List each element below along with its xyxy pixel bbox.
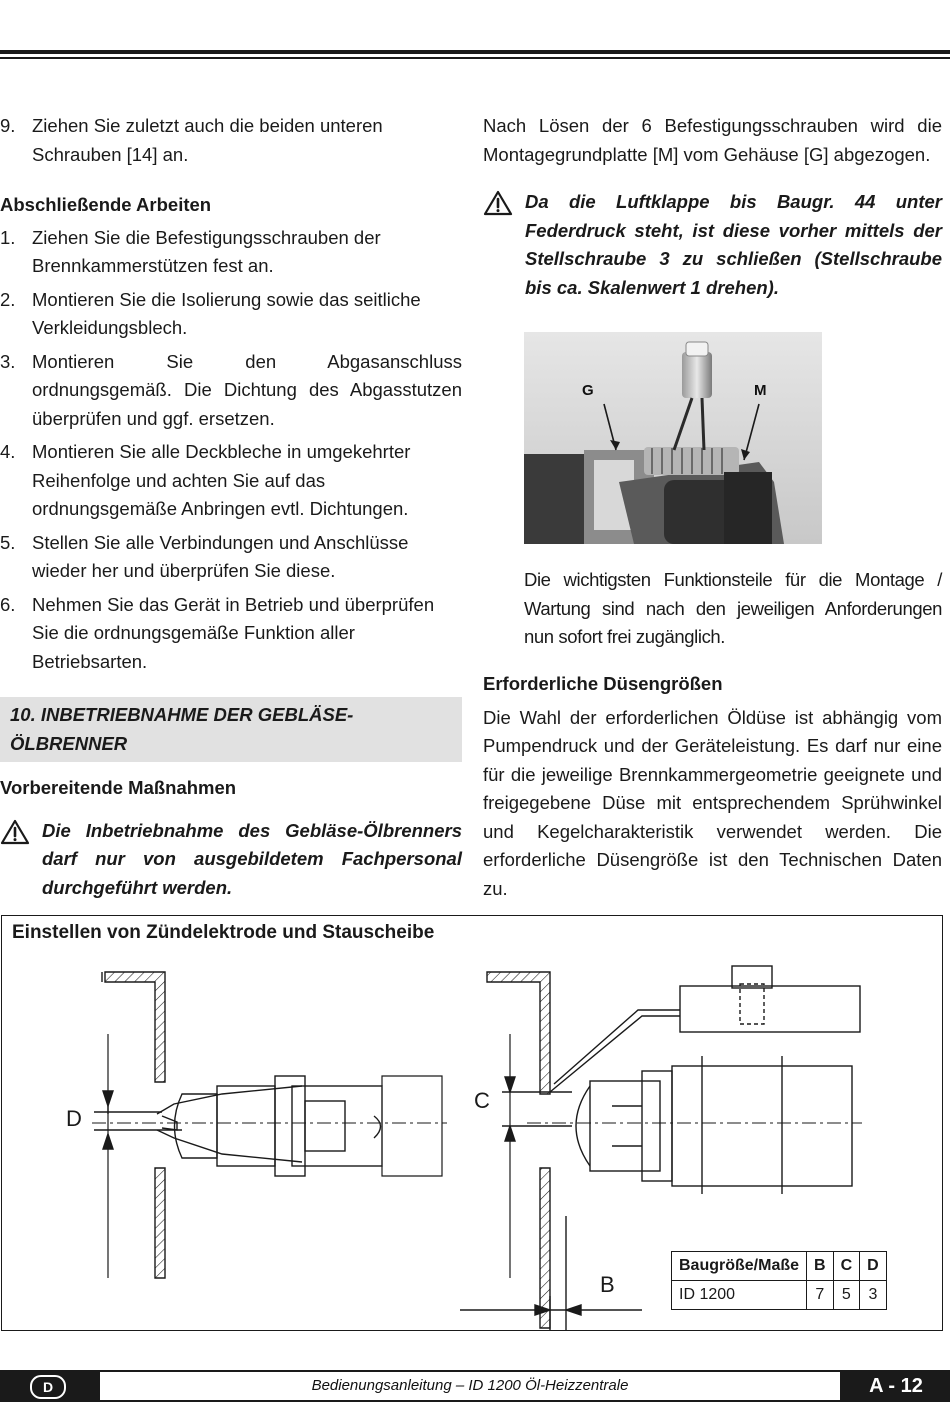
step-list-continued bbox=[0, 112, 462, 169]
warning-note: Die Inbetriebnahme des Gebläse-Ölbrenners darf nur von ausgebildetem Fachpersonal durchgeführt werden. bbox=[0, 817, 462, 903]
list-item: 5. Stellen Sie alle Verbindungen und Anschlüsse wieder her und überprüfen Sie diese. bbox=[0, 531, 409, 581]
page-number: A - 12 bbox=[869, 1375, 923, 1397]
final-work-heading: Abschließende Arbeiten bbox=[0, 194, 212, 215]
table-cell: 3 bbox=[860, 1281, 887, 1310]
right-column bbox=[483, 112, 942, 302]
dimension-label-c: C bbox=[474, 1088, 490, 1113]
nozzle-heading: Erforderliche Düsengrößen bbox=[483, 673, 723, 694]
left-column bbox=[0, 112, 462, 902]
intro-paragraph: Nach Lösen der 6 Befestigungsschrauben wird die Montagegrundplatte [M] vom Gehäuse [G] abgezogen. bbox=[483, 115, 942, 165]
table-header-cell: Baugröße/Maße bbox=[672, 1252, 807, 1281]
burner-photo bbox=[524, 332, 822, 544]
footer-title: Bedienungsanleitung – ID 1200 Öl-Heizzentrale bbox=[100, 1372, 840, 1400]
table-cell: ID 1200 bbox=[672, 1281, 807, 1310]
dimension-label-b: B bbox=[600, 1272, 615, 1297]
warning-icon bbox=[483, 190, 513, 216]
section-title: 10. INBETRIEBNAHME DER GEBLÄSE-ÖLBRENNER bbox=[0, 697, 462, 762]
list-item: 9. Ziehen Sie zuletzt auch die beiden unteren Schrauben [14] an. bbox=[0, 115, 383, 165]
list-item: 6. Nehmen Sie das Gerät in Betrieb und überprüfen Sie die ordnungsgemäße Funktion aller Betriebsarten. bbox=[0, 593, 435, 672]
table-header-cell: D bbox=[860, 1252, 887, 1281]
header-rule-thin bbox=[0, 57, 950, 59]
language-badge: D bbox=[30, 1375, 66, 1399]
burner-illustration bbox=[524, 332, 822, 544]
photo-label-g: G bbox=[582, 382, 594, 399]
table-header-cell: B bbox=[807, 1252, 834, 1281]
final-steps-list bbox=[0, 224, 462, 677]
nozzle-section bbox=[483, 670, 942, 903]
table-header-cell: C bbox=[833, 1252, 860, 1281]
dimension-label-d: D bbox=[66, 1106, 82, 1131]
list-item: 3. Montieren Sie den Abgasanschluss ordnungsgemäß. Die Dichtung des Abgasstutzen überprüfen und ggf. ersetzen. bbox=[0, 350, 462, 429]
figure-title: Einstellen von Zündelektrode und Stauscheibe bbox=[12, 922, 435, 943]
photo-caption: Die wichtigsten Funktionsteile für die Montage / Wartung sind nach den jeweiligen Anforderungen nun sofort frei zugänglich. bbox=[524, 569, 942, 647]
header-rule-thick bbox=[0, 50, 950, 54]
nozzle-paragraph: Die Wahl der erforderlichen Öldüse ist abhängig vom Pumpendruck und der Geräteleistung. Es darf nur eine für die jeweilige Brennkammergeometrie geeignete und freigegebene Düse mit entsprechendem Sprühwinkel und Kegelcharakteristik verwendet werden. Die erforderliche Düsengröße ist den Technischen Daten zu. bbox=[483, 706, 942, 899]
page-footer bbox=[0, 1370, 950, 1402]
table-cell: 5 bbox=[833, 1281, 860, 1310]
warning-icon bbox=[0, 819, 30, 845]
table-header-row bbox=[672, 1252, 887, 1281]
list-item: 1. Ziehen Sie die Befestigungsschrauben der Brennkammerstützen fest an. bbox=[0, 226, 381, 276]
list-item: 2. Montieren Sie die Isolierung sowie das seitliche Verkleidungsblech. bbox=[0, 288, 421, 338]
warning-note: Da die Luftklappe bis Baugr. 44 unter Federdruck steht, ist diese vorher mittels der Stellschraube 3 zu schließen (Stellschraube bis ca. Skalenwert 1 drehen). bbox=[483, 188, 942, 302]
list-item: 4. Montieren Sie alle Deckbleche in umgekehrter Reihenfolge und achten Sie auf das ordnungsgemäße Anbringen evtl. Dichtungen. bbox=[0, 441, 411, 519]
table-cell: 7 bbox=[807, 1281, 834, 1310]
photo-label-m: M bbox=[754, 382, 767, 399]
table-row bbox=[672, 1281, 887, 1310]
prep-heading: Vorbereitende Maßnahmen bbox=[0, 777, 237, 798]
dimensions-table bbox=[671, 1251, 887, 1310]
